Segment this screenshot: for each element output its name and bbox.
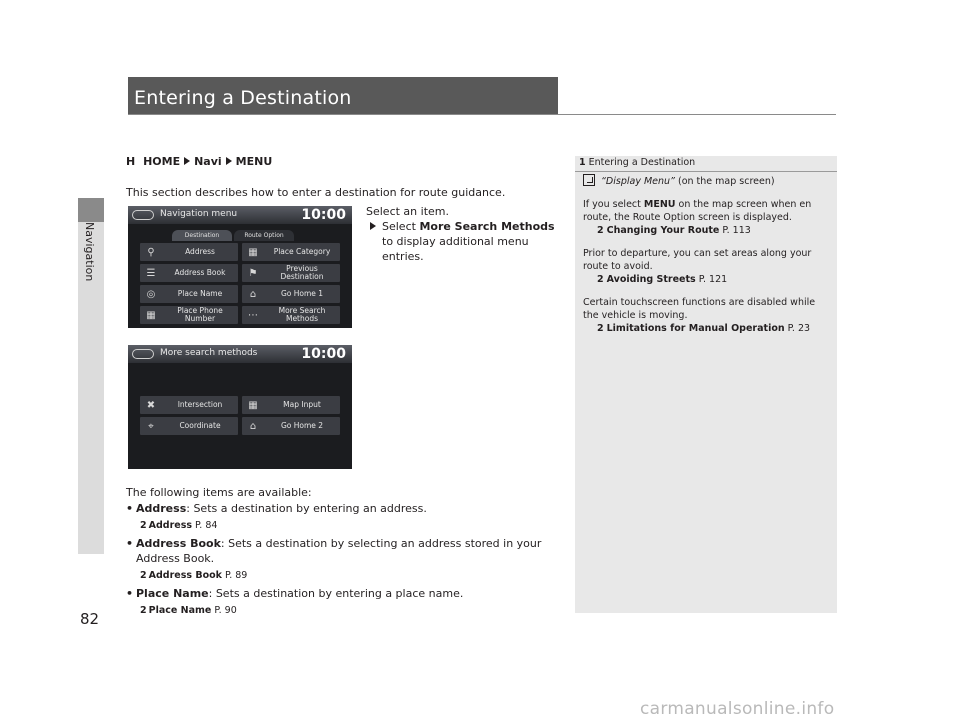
coordinate-label: Coordinate xyxy=(179,421,221,430)
xref-icon: 2 xyxy=(140,570,147,581)
cross-reference[interactable] xyxy=(583,323,810,334)
previous-destination-button[interactable] xyxy=(242,264,340,282)
watermark: carmanualsonline.info xyxy=(640,699,835,719)
tab-route-option[interactable]: Route Option xyxy=(234,230,294,241)
screen-title: More search methods xyxy=(160,348,258,358)
breadcrumb-home: HOME xyxy=(143,155,181,168)
sidebar-text: Certain touchscreen functions are disabled while the vehicle is moving. xyxy=(583,297,816,321)
tab-destination[interactable]: Destination xyxy=(172,230,232,241)
bullet: • xyxy=(126,502,134,515)
intersection-icon: ✖ xyxy=(146,399,156,411)
list-item xyxy=(126,586,566,601)
sidebar-paragraph xyxy=(583,198,831,237)
map-input-button[interactable] xyxy=(242,396,340,414)
address-book-button[interactable] xyxy=(140,264,238,282)
home-icon: ⌂ xyxy=(249,288,257,300)
xref-label: Changing Your Route xyxy=(606,225,720,236)
address-button[interactable] xyxy=(140,243,238,261)
coordinate-icon: ⌖ xyxy=(148,420,154,432)
sidebar-paragraph xyxy=(583,296,831,335)
bullet: • xyxy=(126,587,134,600)
go-home-2-label: Go Home 2 xyxy=(280,421,324,430)
screen-clock: 10:00 xyxy=(301,346,346,362)
intersection-label: Intersection xyxy=(177,400,223,409)
breadcrumb xyxy=(126,155,272,168)
page-number: 82 xyxy=(80,610,100,628)
map-pin-icon: ⚲ xyxy=(147,246,155,258)
xref-page: P. 113 xyxy=(722,225,751,236)
items-list xyxy=(126,485,566,621)
cross-reference[interactable] xyxy=(126,518,566,533)
title-rule xyxy=(128,114,836,115)
home-hint-icon: H xyxy=(126,155,136,168)
previous-destination-label: Previous Destination xyxy=(280,264,324,281)
display-menu-note xyxy=(583,174,831,188)
home-icon: ⌂ xyxy=(249,420,257,432)
keypad-icon: ▦ xyxy=(146,309,156,321)
item-desc: : Sets a destination by entering an address. xyxy=(186,502,427,515)
place-category-button[interactable] xyxy=(242,243,340,261)
list-item xyxy=(126,536,566,566)
address-button-label: Address xyxy=(185,247,215,256)
xref-label: Limitations for Manual Operation xyxy=(606,323,785,334)
xref-icon: 2 xyxy=(597,225,604,236)
sidebar-body xyxy=(583,174,831,345)
flag-icon: ⚑ xyxy=(248,267,258,279)
more-search-methods-button[interactable] xyxy=(242,306,340,324)
breadcrumb-menu: MENU xyxy=(235,155,273,168)
address-book-label: Address Book xyxy=(174,268,226,277)
xref-label: Place Name xyxy=(148,605,212,616)
sidebar-title: Entering a Destination xyxy=(588,157,696,168)
xref-page: P. 121 xyxy=(698,274,728,285)
item-desc: : Sets a destination by selecting an address stored in your Address Book. xyxy=(136,537,542,565)
more-search-methods-screen xyxy=(128,345,352,469)
breadcrumb-navi: Navi xyxy=(194,155,222,168)
xref-label: Address Book xyxy=(148,570,222,581)
go-home-1-button[interactable] xyxy=(242,285,340,303)
sidebar-text: Prior to departure, you can set areas along your route to avoid. xyxy=(583,248,812,272)
sidebar-number-icon: 1 xyxy=(579,157,586,168)
screen-clock: 10:00 xyxy=(301,207,346,223)
coordinate-button[interactable] xyxy=(140,417,238,435)
map-icon: ▦ xyxy=(248,399,258,411)
sidebar-header xyxy=(575,156,837,170)
section-label-text: Navigation xyxy=(83,222,96,282)
search-place-icon: ◎ xyxy=(146,288,156,300)
screen-title: Navigation menu xyxy=(160,209,238,219)
place-name-label: Place Name xyxy=(177,289,223,298)
xref-icon: 2 xyxy=(140,520,147,531)
section-label xyxy=(84,222,98,292)
xref-page: P. 89 xyxy=(224,570,248,581)
map-input-label: Map Input xyxy=(283,400,321,409)
page-title: Entering a Destination xyxy=(134,87,352,109)
xref-page: P. 84 xyxy=(195,520,218,531)
go-home-1-label: Go Home 1 xyxy=(280,289,324,298)
intersection-button[interactable] xyxy=(140,396,238,414)
step-sub-prefix: Select xyxy=(382,220,420,233)
more-search-methods-label: More Search Methods xyxy=(278,306,326,323)
xref-label: Avoiding Streets xyxy=(606,274,696,285)
items-heading: The following items are available: xyxy=(126,486,312,499)
cross-reference[interactable] xyxy=(583,225,751,236)
display-menu-label: “Display Menu” xyxy=(601,176,675,187)
xref-icon: 2 xyxy=(597,274,604,285)
cross-reference[interactable] xyxy=(126,568,566,583)
step-sub-suffix: to display additional menu entries. xyxy=(382,235,529,263)
section-tab-marker xyxy=(78,198,104,222)
go-home-2-button[interactable] xyxy=(242,417,340,435)
cross-reference[interactable] xyxy=(126,603,566,618)
place-phone-number-label: Place Phone Number xyxy=(177,306,223,323)
item-name: Address xyxy=(136,502,187,515)
xref-icon: 2 xyxy=(140,605,147,616)
breadcrumb-arrow-icon xyxy=(184,157,190,165)
step-text: Select an item. xyxy=(366,205,449,218)
xref-label: Address xyxy=(148,520,193,531)
step-instructions xyxy=(366,204,561,264)
xref-page: P. 90 xyxy=(214,605,237,616)
sidebar-paragraph xyxy=(583,247,831,286)
sidebar-bold: MENU xyxy=(643,199,676,210)
xref-page: P. 23 xyxy=(787,323,811,334)
display-menu-suffix: (on the map screen) xyxy=(674,176,775,187)
address-book-icon: ☰ xyxy=(146,267,156,279)
item-desc: : Sets a destination by entering a place name. xyxy=(208,587,464,600)
more-dots-icon: ⋯ xyxy=(248,309,258,321)
sidebar-text: If you select xyxy=(583,199,644,210)
display-menu-icon xyxy=(583,174,595,186)
breadcrumb-arrow-icon xyxy=(226,157,232,165)
intro-text: This section describes how to enter a destination for route guidance. xyxy=(126,186,506,199)
info-sidebar xyxy=(575,156,837,613)
status-icon xyxy=(132,210,154,220)
item-name: Address Book xyxy=(136,537,221,550)
category-icon: ▦ xyxy=(248,246,258,258)
bullet: • xyxy=(126,537,134,550)
step-arrow-icon xyxy=(370,222,376,230)
list-item xyxy=(126,501,566,516)
sidebar-text: on the map screen when en route, the Route Option screen is displayed. xyxy=(583,199,812,223)
step-sub xyxy=(366,219,561,264)
sidebar-rule xyxy=(575,171,837,172)
step-sub-bold: More Search Methods xyxy=(419,220,555,233)
item-name: Place Name xyxy=(136,587,209,600)
page-title-bar xyxy=(128,77,558,114)
place-phone-number-button[interactable] xyxy=(140,306,238,324)
cross-reference[interactable] xyxy=(583,274,727,285)
xref-icon: 2 xyxy=(597,323,604,334)
place-name-button[interactable] xyxy=(140,285,238,303)
status-icon xyxy=(132,349,154,359)
navigation-menu-screen xyxy=(128,206,352,328)
place-category-label: Place Category xyxy=(273,247,331,256)
